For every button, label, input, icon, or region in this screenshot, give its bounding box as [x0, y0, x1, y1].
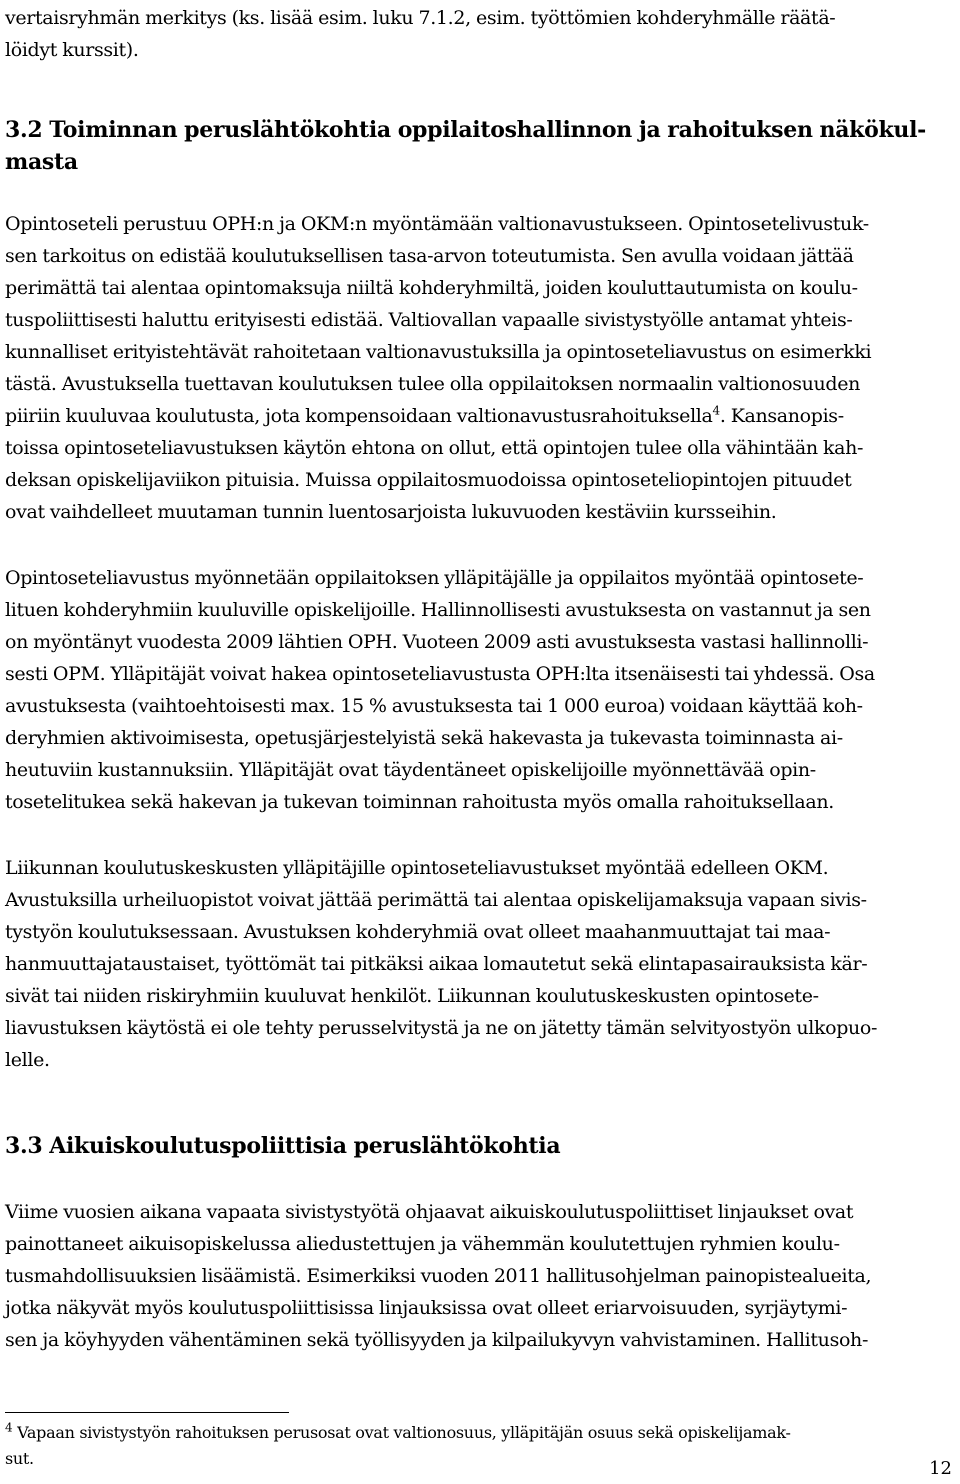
footnote-text: Vapaan sivistystyön rahoituksen perusosat ovat valtionosuus, ylläpitäjän osuus sekä opiskelijamak- [17, 1423, 791, 1442]
paragraph-line: jotka näkyvät myös koulutuspoliittisissa linjauksissa ovat olleet eriarvoisuuden, syrjäytymi- [5, 1297, 848, 1319]
paragraph-line: ovat vaihdelleet muutaman tunnin luentosarjoista lukuvuoden kestäviin kursseihin. [5, 501, 777, 523]
paragraph-line: liavustuksen käytöstä ei ole tehty perusselvitystä ja ne on jätetty tämän selvityostyön ulkopuo- [5, 1017, 878, 1039]
paragraph-line: Opintoseteliavustus myönnetään oppilaitoksen ylläpitäjälle ja oppilaitos myöntää opintosete- [5, 567, 864, 589]
paragraph-line: avustuksesta (vaihtoehtoisesti max. 15 % avustuksesta tai 1 000 euroa) voidaan käyttää koh- [5, 695, 863, 717]
paragraph-line: sen ja köyhyyden vähentäminen sekä työllisyyden ja kilpailukyvyn vahvistaminen. Hallitusoh- [5, 1329, 869, 1351]
paragraph-line-with-footnote [5, 400, 844, 432]
footnote-number: 4 [5, 1420, 13, 1435]
paragraph-line: Viime vuosien aikana vapaata sivistystyötä ohjaavat aikuiskoulutuspoliittiset linjaukset ovat [5, 1201, 854, 1223]
paragraph-line: lituen kohderyhmiin kuuluville opiskelijoille. Hallinnollisesti avustuksesta on vastannut ja sen [5, 599, 871, 621]
paragraph-line: on myöntänyt vuodesta 2009 lähtien OPH. Vuoteen 2009 asti avustuksesta vastasi hallinnolli- [5, 631, 869, 653]
paragraph-line: kunnalliset erityistehtävät rahoitetaan valtionavustuksilla ja opintoseteliavustus on esimerkki [5, 341, 872, 363]
paragraph-line: deryhmien aktivoimisesta, opetusjärjestelyistä sekä hakevasta ja tukevasta toiminnasta ai- [5, 727, 843, 749]
paragraph-text: . Kansanopis- [719, 405, 844, 427]
paragraph-line: hanmuuttajataustaiset, työttömät tai pitkäksi aikaa lomautetut sekä elintapasairauksista kär- [5, 953, 868, 975]
paragraph-line: sen tarkoitus on edistää koulutuksellisen tasa-arvon toteutumista. Sen avulla voidaan jättää [5, 245, 854, 267]
paragraph-line: painottaneet aikuisopiskelussa aliedustettujen ja vähemmän koulutettujen ryhmien koulu- [5, 1233, 840, 1255]
paragraph-text: piiriin kuuluvaa koulutusta, jota kompensoidaan valtionavustusrahoituksella [5, 405, 713, 427]
paragraph-line: tästä. Avustuksella tuettavan koulutuksen tulee olla oppilaitoksen normaalin valtionosuuden [5, 373, 860, 395]
footnote-line-2: sut. [5, 1449, 34, 1468]
paragraph-line: sesti OPM. Ylläpitäjät voivat hakea opintoseteliavustusta OPH:lta itsenäisesti tai yhdessä. Osa [5, 663, 875, 685]
paragraph-line: Avustuksilla urheiluopistot voivat jättää perimättä tai alentaa opiskelijamaksuja vapaan sivis- [5, 889, 867, 911]
footnote-line-1 [5, 1420, 791, 1446]
paragraph-line: sivät tai niiden riskiryhmiin kuuluvat henkilöt. Liikunnan koulutuskeskusten opintosete- [5, 985, 819, 1007]
intro-line-2: löidyt kurssit). [5, 39, 139, 61]
paragraph-line: toissa opintoseteliavustuksen käytön ehtona on ollut, että opintojen tulee olla vähintään kah- [5, 437, 864, 459]
page-number: 12 [929, 1458, 952, 1479]
section-3-3-heading: 3.3 Aikuiskoulutuspoliittisia peruslähtökohtia [5, 1133, 561, 1159]
paragraph-line: lelle. [5, 1049, 50, 1071]
paragraph-line: Liikunnan koulutuskeskusten ylläpitäjille opintoseteliavustukset myöntää edelleen OKM. [5, 857, 829, 879]
paragraph-line: tosetelitukea sekä hakevan ja tukevan toiminnan rahoitusta myös omalla rahoituksellaan. [5, 791, 834, 813]
paragraph-line: tusmahdollisuuksien lisäämistä. Esimerkiksi vuoden 2011 hallitusohjelman painopistealueita, [5, 1265, 872, 1287]
section-3-2-heading-line-1: 3.2 Toiminnan peruslähtökohtia oppilaitoshallinnon ja rahoituksen näkökul- [5, 117, 926, 143]
paragraph-line: Opintoseteli perustuu OPH:n ja OKM:n myöntämään valtionavustukseen. Opintosetelivustuk- [5, 213, 869, 235]
footnote-divider [5, 1412, 289, 1413]
paragraph-line: heutuviin kustannuksiin. Ylläpitäjät ovat täydentäneet opiskelijoille myönnettävää opin- [5, 759, 816, 781]
paragraph-line: perimättä tai alentaa opintomaksuja niiltä kohderyhmiltä, joiden kouluttautumista on koulu- [5, 277, 858, 299]
section-3-2-heading-line-2: masta [5, 149, 78, 175]
intro-line-1: vertaisryhmän merkitys (ks. lisää esim. luku 7.1.2, esim. työttömien kohderyhmälle räätä- [5, 7, 836, 29]
footnote-reference[interactable]: 4 [712, 403, 720, 418]
paragraph-line: tuspoliittisesti haluttu erityisesti edistää. Valtiovallan vapaalle sivistystyölle antamat yhteis- [5, 309, 853, 331]
paragraph-line: deksan opiskelijaviikon pituisia. Muissa oppilaitosmuodoissa opintoseteliopintojen pituudet [5, 469, 852, 491]
paragraph-line: tystyön koulutuksessaan. Avustuksen kohderyhmiä ovat olleet maahanmuuttajat tai maa- [5, 921, 831, 943]
